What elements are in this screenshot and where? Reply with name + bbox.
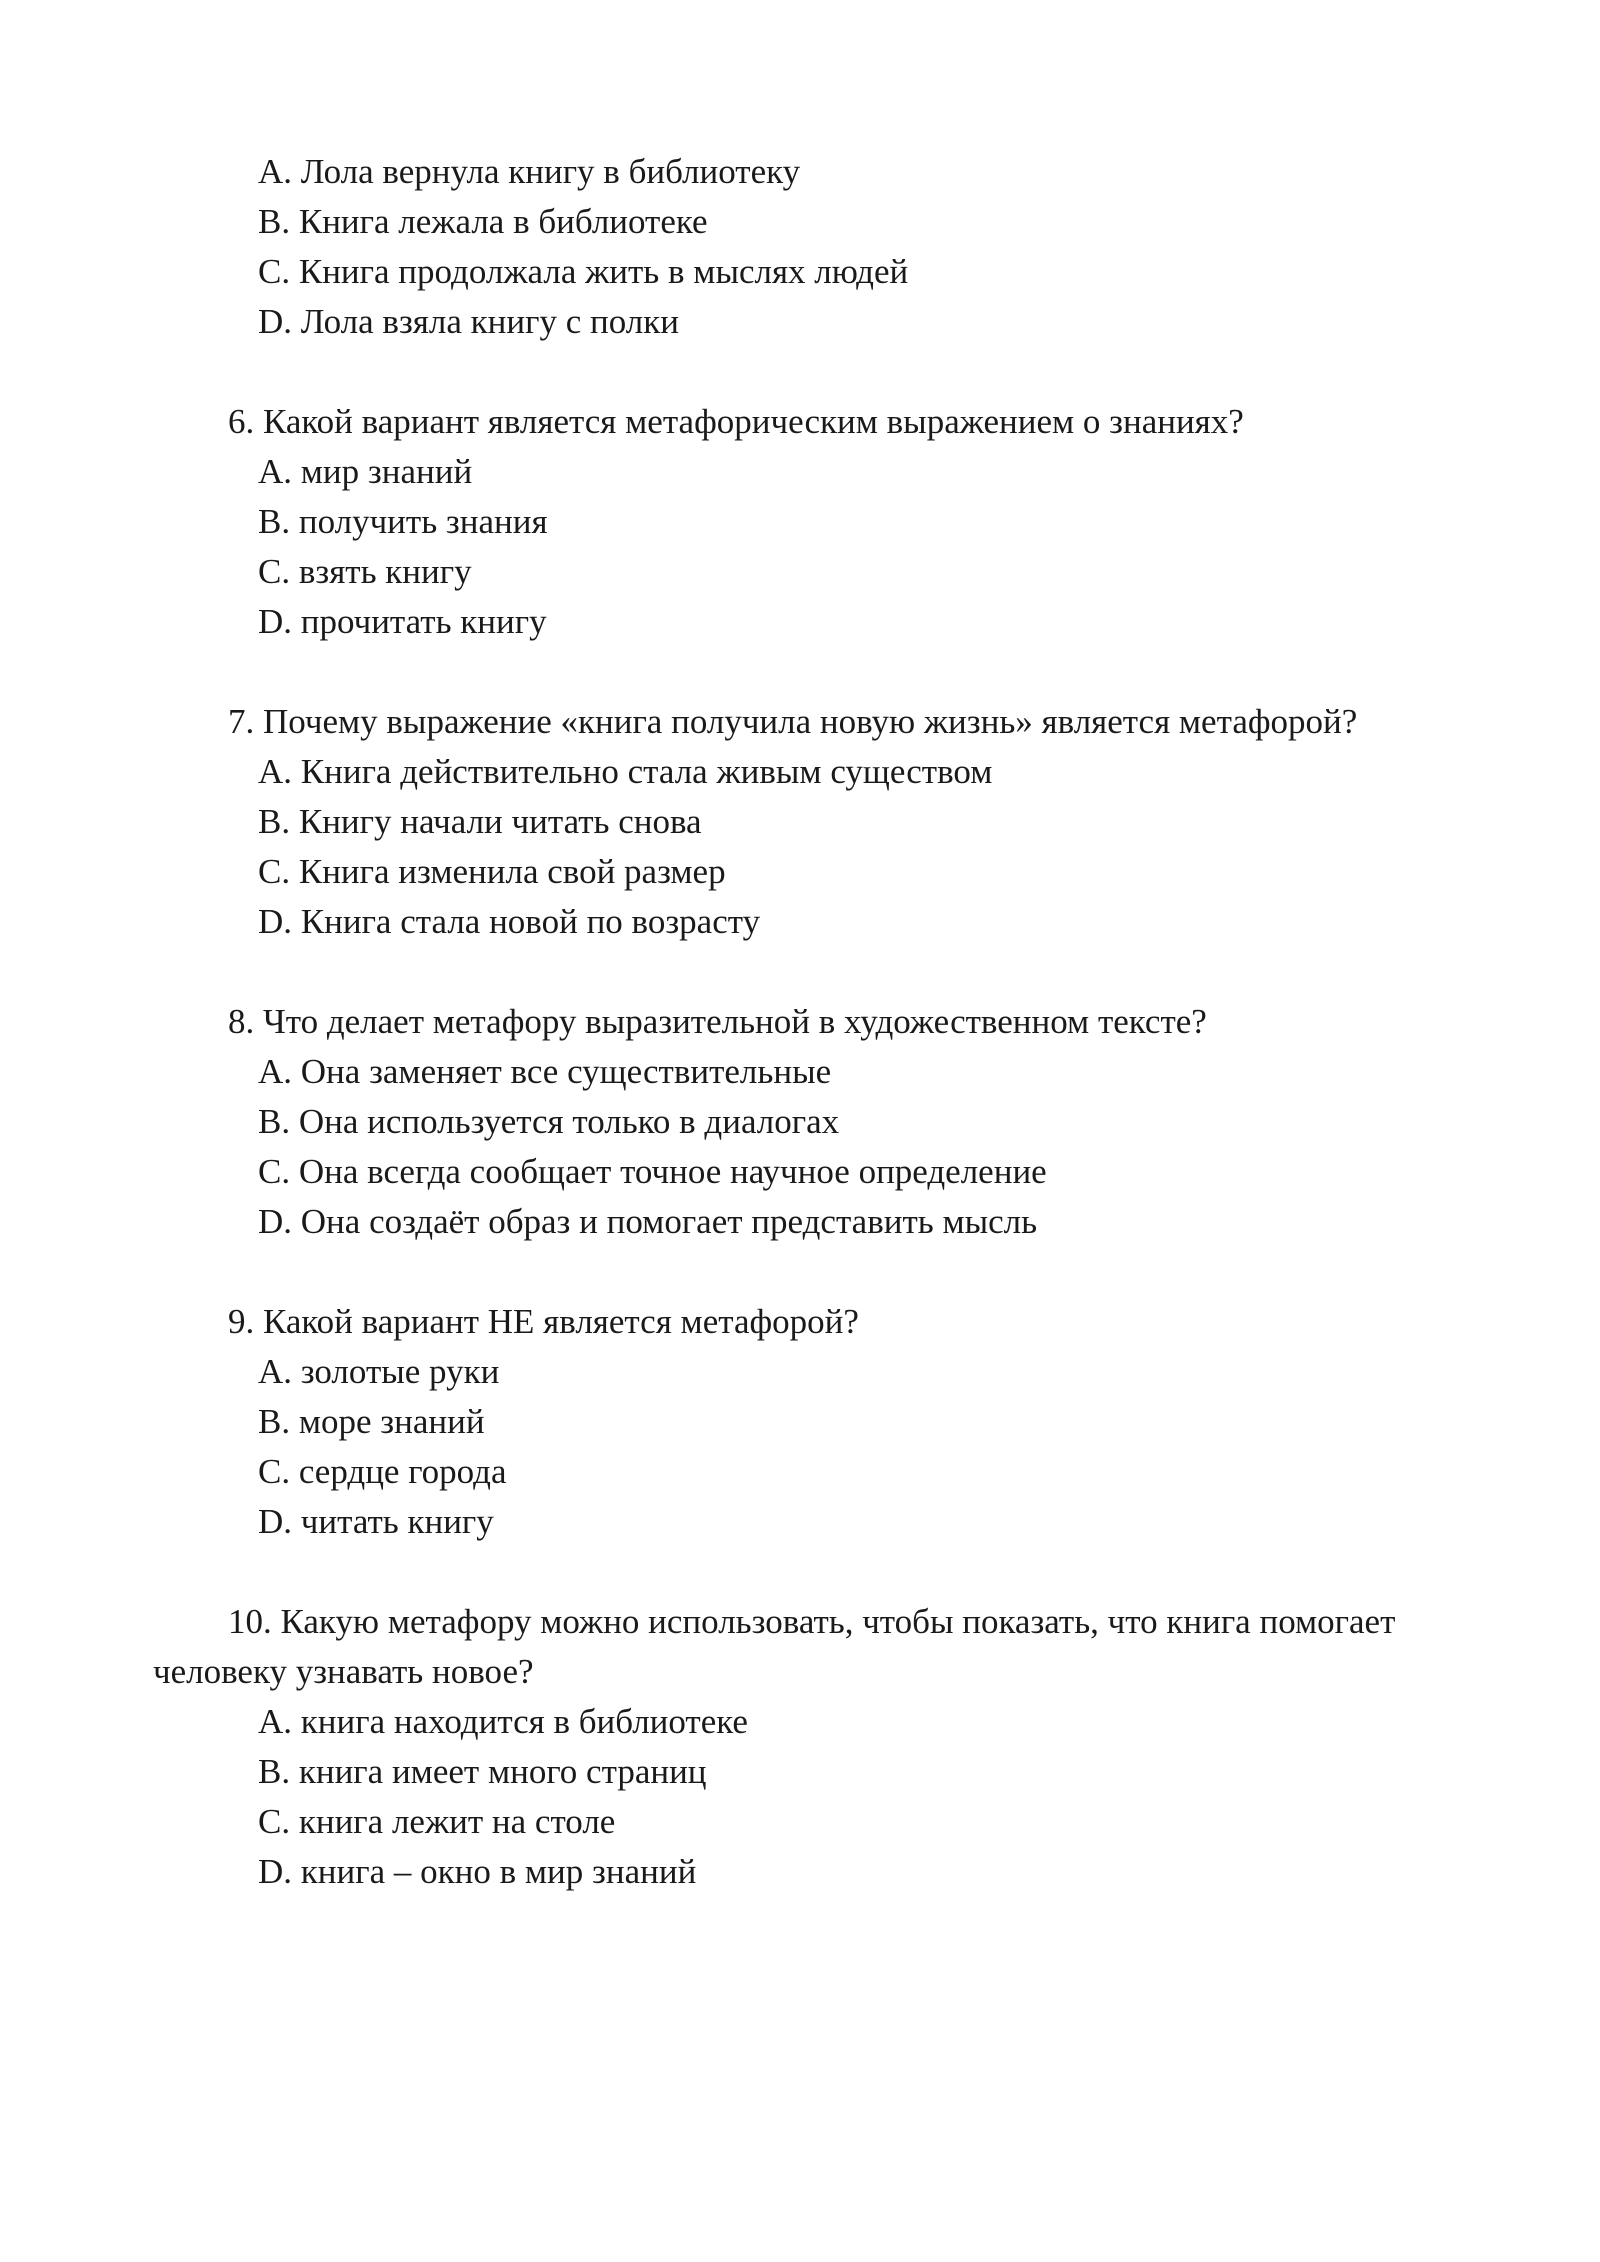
question-text-line-1: 10. Какую метафору можно использовать, чтобы показать, что книга помогает [228, 1602, 1396, 1641]
option-d: D. Лола взяла книгу с полки [258, 302, 679, 341]
question-text: 8. Что делает метафору выразительной в художественном тексте? [228, 1002, 1207, 1041]
option-c: C. взять книгу [258, 552, 472, 591]
option-b: B. Книгу начали читать снова [258, 802, 702, 841]
option-d: D. прочитать книгу [258, 602, 547, 641]
option-a: A. мир знаний [258, 452, 473, 491]
option-c: C. сердце города [258, 1452, 507, 1491]
option-a: A. золотые руки [258, 1352, 500, 1391]
option-d: D. Она создаёт образ и помогает представить мысль [258, 1202, 1038, 1241]
option-b: B. получить знания [258, 502, 548, 541]
option-d: D. Книга стала новой по возрасту [258, 902, 761, 941]
question-text: 7. Почему выражение «книга получила новую жизнь» является метафорой? [228, 702, 1358, 741]
option-c: C. книга лежит на столе [258, 1802, 616, 1841]
question-text: 6. Какой вариант является метафорическим выражением о знаниях? [228, 402, 1244, 441]
option-a: A. книга находится в библиотеке [258, 1702, 748, 1741]
option-a: A. Она заменяет все существительные [258, 1052, 832, 1091]
option-a: A. Книга действительно стала живым существом [258, 752, 993, 791]
option-a: A. Лола вернула книгу в библиотеку [258, 152, 801, 191]
option-c: C. Книга изменила свой размер [258, 852, 726, 891]
option-b: B. море знаний [258, 1402, 485, 1441]
option-b: B. книга имеет много страниц [258, 1752, 707, 1791]
option-b: B. Книга лежала в библиотеке [258, 202, 708, 241]
option-d: D. книга – окно в мир знаний [258, 1852, 697, 1891]
option-b: B. Она используется только в диалогах [258, 1102, 840, 1141]
option-d: D. читать книгу [258, 1502, 494, 1541]
question-text: 9. Какой вариант НЕ является метафорой? [228, 1302, 859, 1341]
option-c: C. Книга продолжала жить в мыслях людей [258, 252, 909, 291]
question-text-line-2: человеку узнавать новое? [153, 1652, 534, 1691]
option-c: C. Она всегда сообщает точное научное определение [258, 1152, 1047, 1191]
